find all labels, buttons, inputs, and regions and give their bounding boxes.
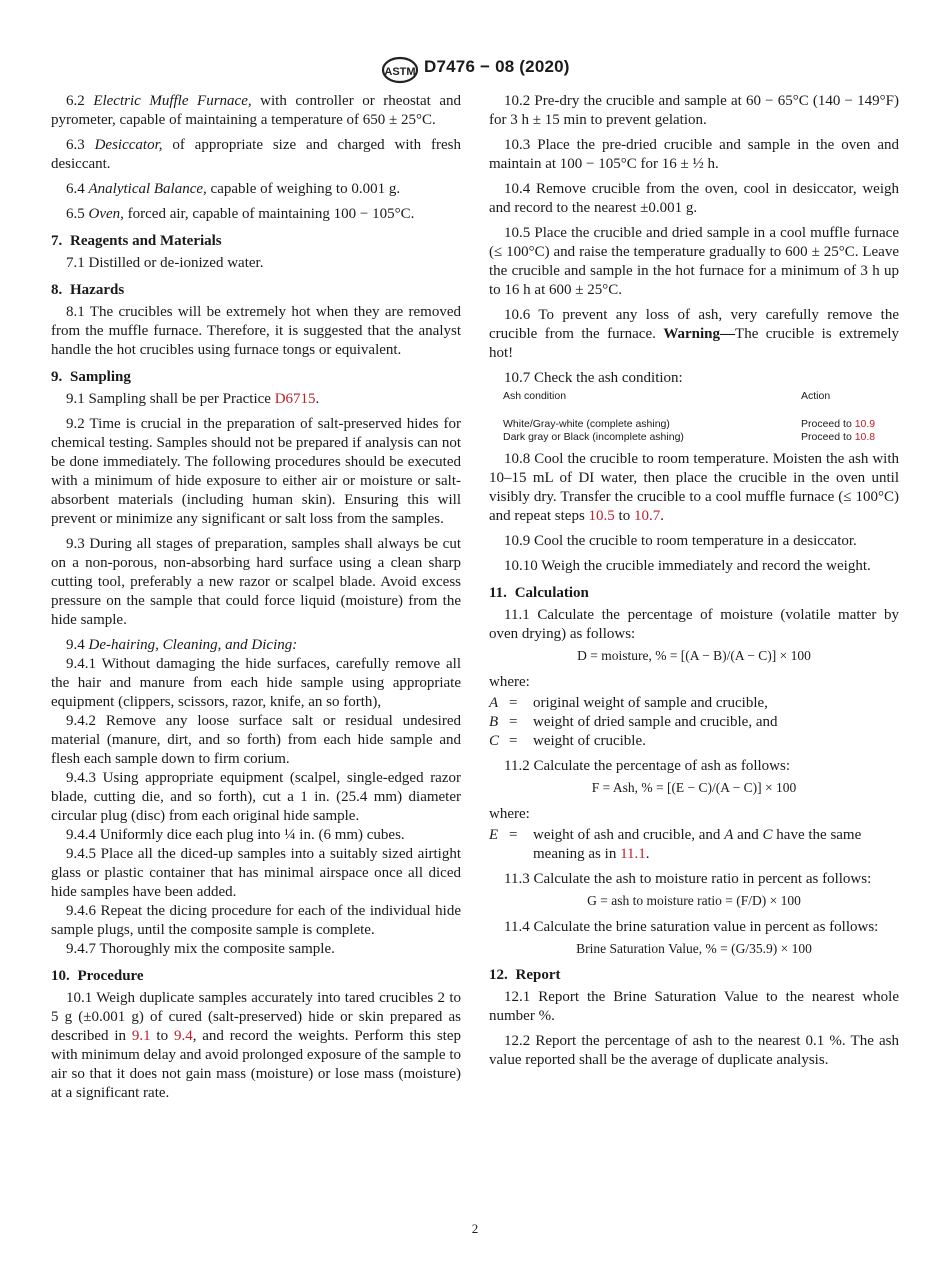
table-cell-condition: White/Gray-white (complete ashing) bbox=[503, 418, 670, 430]
variable-definition-b: B = weight of dried sample and crucible, and bbox=[489, 714, 778, 730]
paragraph-6-4: 6.4 Analytical Balance, capable of weighing to 0.001 g. bbox=[66, 181, 401, 197]
paragraph-12-1: 12.1 Report the Brine Saturation Value to the nearest whole number %. bbox=[489, 989, 899, 1024]
table-cell-action: Proceed to 10.8 bbox=[801, 431, 876, 443]
section-heading-11: 11. Calculation bbox=[489, 585, 589, 601]
paragraph-7-1: 7.1 Distilled or de-ionized water. bbox=[66, 255, 264, 271]
variable-definition-a: A = original weight of sample and crucible, bbox=[489, 695, 768, 711]
paragraph-12-2: 12.2 Report the percentage of ash to the nearest 0.1 %. The ash value reported shall be the average of duplicate analysis. bbox=[489, 1033, 899, 1068]
table-row bbox=[503, 418, 899, 431]
table-header-ash-condition: Ash condition bbox=[503, 390, 567, 402]
paragraph-10-5: 10.5 Place the crucible and dried sample in a cool muffle furnace (≤ 100°C) and raise the temperature gradually to 600 ± 25°C. Leave the crucible and sample in the hot furnace for a minimum of 3 h up to 16 h at 600 ± 25°C. bbox=[489, 225, 899, 298]
paragraph-6-2: 6.2 Electric Muffle Furnace, with controller or rheostat and pyrometer, capable of maintaining a temperature of 650 ± 25°C. bbox=[51, 93, 461, 128]
svg-text:ASTM: ASTM bbox=[384, 66, 416, 78]
section-heading-7: 7. Reagents and Materials bbox=[51, 233, 222, 249]
section-heading-10: 10. Procedure bbox=[51, 968, 144, 984]
paragraph-6-3: 6.3 Desiccator, of appropriate size and charged with fresh desiccant. bbox=[51, 137, 462, 172]
reference-link-11-1[interactable]: 11.1 bbox=[620, 846, 646, 862]
equation-ash: F = Ash, % = [(E − C)/(A − C)] × 100 bbox=[591, 780, 797, 795]
paragraph-6-5: 6.5 Oven, forced air, capable of maintaining 100 − 105°C. bbox=[66, 206, 415, 222]
paragraph-9-1: 9.1 Sampling shall be per Practice D6715. bbox=[66, 391, 320, 407]
equation-moisture: D = moisture, % = [(A − B)/(A − C)] × 100 bbox=[577, 648, 811, 663]
paragraph-9-3: 9.3 During all stages of preparation, samples shall always be cut on a non-porous, non-absorbing hard surface using a clean sharp cutting tool, preferably a new razor or scalpel blade. Avoid excess pressure on the sample that could force liquid (moisture) from the hide sample. bbox=[51, 536, 461, 628]
paragraph-11-2: 11.2 Calculate the percentage of ash as follows: bbox=[504, 758, 791, 774]
section-heading-9: 9. Sampling bbox=[51, 369, 131, 385]
paragraph-11-3: 11.3 Calculate the ash to moisture ratio in percent as follows: bbox=[504, 871, 872, 887]
paragraph-9-2: 9.2 Time is crucial in the preparation of salt-preserved hides for chemical testing. Samples should not be prepared if analysis can not be done immediately. The following procedures should be executed with a minimum of hide exposure to either air or moisture or salt-absorbent materials (including human skin). Ensuring this will prevent or minimize any significant or salt loss from the samples. bbox=[51, 416, 461, 527]
paragraph-9-4-7: 9.4.7 Thoroughly mix the composite sample. bbox=[66, 941, 335, 957]
ash-condition-table bbox=[503, 390, 899, 444]
paragraph-10-1: 10.1 Weigh duplicate samples accurately into tared crucibles 2 to 5 g (±0.001 g) of cured (salt-preserved) hide or skin prepared as described in 9.1 to 9.4, and record the weights. Perform this step with minimum delay and avoid prolonged exposure of the sample to air so that it does not gain mass (moisture) or lose mass (moisture) at a significant rate. bbox=[51, 990, 462, 1101]
paragraph-10-2: 10.2 Pre-dry the crucible and sample at 60 − 65°C (140 − 149°F) for 3 h ± 15 min to prevent gelation. bbox=[489, 93, 899, 128]
astm-logo-icon bbox=[380, 56, 420, 84]
equation-brine-saturation: Brine Saturation Value, % = (G/35.9) × 100 bbox=[576, 941, 812, 956]
table-row bbox=[503, 431, 899, 444]
reference-link-10-7[interactable]: 10.7 bbox=[633, 508, 661, 524]
reference-link-10-9[interactable]: 10.9 bbox=[854, 418, 876, 430]
paragraph-10-10: 10.10 Weigh the crucible immediately and record the weight. bbox=[504, 558, 871, 574]
where-label: where: bbox=[489, 674, 530, 690]
table-header-row bbox=[503, 390, 899, 403]
equation-ratio: G = ash to moisture ratio = (F/D) × 100 bbox=[587, 893, 801, 908]
reference-link-d6715[interactable]: D6715 bbox=[274, 391, 316, 407]
paragraph-10-3: 10.3 Place the pre-dried crucible and sample in the oven and maintain at 100 − 105°C for 16 ± ½ h. bbox=[489, 137, 899, 172]
paragraph-9-4-2: 9.4.2 Remove any loose surface salt or residual undesired material (manure, dirt, and so forth) from each hide sample and flesh each sample down to firm corium. bbox=[51, 713, 461, 767]
right-column bbox=[489, 92, 899, 1076]
reference-link-10-8[interactable]: 10.8 bbox=[854, 431, 876, 443]
paragraph-9-4-3: 9.4.3 Using appropriate equipment (scalpel, single-edged razor blade, cutting die, and so forth), cut a 1 in. (25.4 mm) diameter circular plug (disc) from each original hide sample. bbox=[51, 770, 461, 824]
paragraph-11-4: 11.4 Calculate the brine saturation value in percent as follows: bbox=[504, 919, 879, 935]
reference-link-10-5[interactable]: 10.5 bbox=[588, 508, 615, 524]
page-number: 2 bbox=[471, 1221, 479, 1236]
reference-link-9-1[interactable]: 9.1 bbox=[131, 1028, 151, 1044]
table-cell-condition: Dark gray or Black (incomplete ashing) bbox=[503, 431, 684, 443]
section-heading-8: 8. Hazards bbox=[51, 282, 125, 298]
paragraph-10-4: 10.4 Remove crucible from the oven, cool in desiccator, weigh and record to the nearest ±0.001 g. bbox=[489, 181, 899, 216]
paragraph-9-4-1: 9.4.1 Without damaging the hide surfaces, carefully remove all the hair and manure from each hide sample using appropriate equipment (clippers, scissors, razor, knife, an so forth), bbox=[51, 656, 461, 710]
paragraph-9-4-6: 9.4.6 Repeat the dicing procedure for each of the individual hide sample plugs, until the composite sample is complete. bbox=[51, 903, 461, 938]
section-heading-12: 12. Report bbox=[489, 967, 561, 983]
where-label: where: bbox=[489, 806, 530, 822]
paragraph-10-6: 10.6 To prevent any loss of ash, very carefully remove the crucible from the furnace. Warning—The crucible is extremely hot! bbox=[489, 307, 900, 361]
paragraph-10-7: 10.7 Check the ash condition: bbox=[504, 370, 683, 386]
paragraph-9-4: 9.4 De-hairing, Cleaning, and Dicing: bbox=[66, 637, 298, 653]
paragraph-10-8: 10.8 Cool the crucible to room temperature. Moisten the ash with 10–15 mL of DI water, then place the crucible in the oven until visibly dry. Transfer the crucible to a cool muffle furnace (≤ 100°C) and repeat steps 10.5 to 10.7. bbox=[489, 451, 899, 524]
variable-definition-c: C = weight of crucible. bbox=[489, 733, 646, 749]
document-designation: D7476 − 08 (2020) bbox=[424, 57, 570, 76]
table-cell-action: Proceed to 10.9 bbox=[801, 418, 876, 430]
left-column bbox=[51, 92, 461, 1109]
paragraph-9-4-5: 9.4.5 Place all the diced-up samples into a suitably sized airtight glass or plastic container that has minimal airspace once all diced hide samples have been added. bbox=[51, 846, 461, 900]
variable-definition-e: E = weight of ash and crucible, and A and C have the same meaning as in 11.1. bbox=[489, 827, 862, 862]
reference-link-9-4[interactable]: 9.4 bbox=[173, 1028, 193, 1044]
page-header bbox=[0, 56, 950, 84]
paragraph-8-1: 8.1 The crucibles will be extremely hot when they are removed from the muffle furnace. Therefore, it is suggested that the analyst handle the hot crucibles using furnace tongs or equivalent. bbox=[51, 304, 461, 358]
paragraph-10-9: 10.9 Cool the crucible to room temperature in a desiccator. bbox=[504, 533, 857, 549]
table-header-action: Action bbox=[801, 390, 831, 402]
paragraph-11-1: 11.1 Calculate the percentage of moisture (volatile matter by oven drying) as follows: bbox=[489, 607, 899, 642]
warning-label: Warning— bbox=[663, 326, 736, 342]
paragraph-9-4-4: 9.4.4 Uniformly dice each plug into ¼ in. (6 mm) cubes. bbox=[66, 827, 405, 843]
